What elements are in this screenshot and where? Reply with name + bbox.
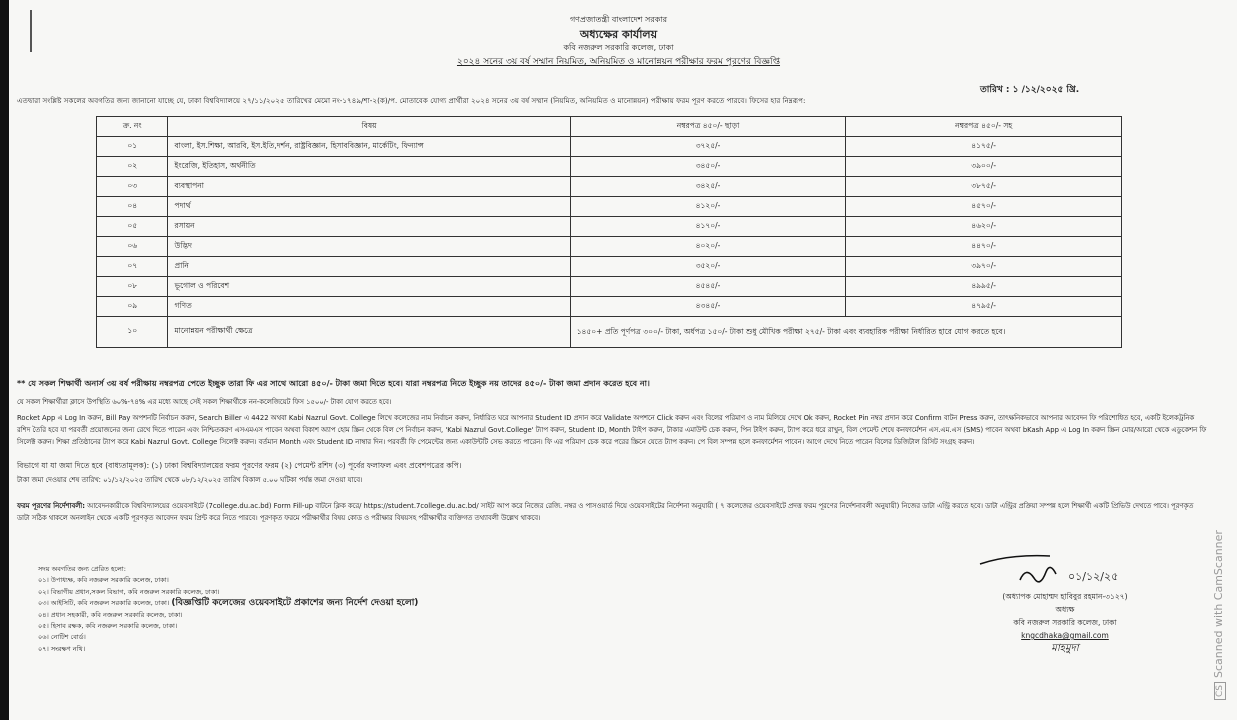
row-serial: ০৮	[97, 277, 168, 297]
row-subject: ইংরেজি, ইতিহাস, অর্থনীতি	[168, 157, 570, 177]
row-subject: প্রানি	[168, 257, 570, 277]
row-serial: ০৭	[97, 257, 168, 277]
contact-email[interactable]: kngcdhaka@gmail.com	[1021, 631, 1109, 640]
camscanner-watermark	[1212, 530, 1226, 700]
fee-without-marksheet: ৩৭২৫/-	[570, 137, 846, 157]
cc-item: ০৭। সংরক্ষণ নথি।	[38, 644, 86, 653]
header-with-marksheet: নম্বরপত্র ৪৫০/- সহ	[846, 117, 1122, 137]
row-subject: ভূগোল ও পরিবেশ	[168, 277, 570, 297]
form-fillup-instructions	[17, 500, 1207, 524]
row-serial: ০২	[97, 157, 168, 177]
row-serial: ০৯	[97, 297, 168, 317]
fee-with-marksheet: ৪৫৭০/-	[846, 197, 1122, 217]
initials-signature: মাহমুদা	[1051, 643, 1079, 654]
fee-with-marksheet: ৩৯৭০/-	[846, 257, 1122, 277]
scan-edge	[0, 0, 9, 720]
row-subject: বাংলা, ইস.শিক্ষা, আরবি, ইস.ইতি,দর্শন, রাষ্ট্রবিজ্ঞান, হিসাববিজ্ঞান, মার্কেটিং, ফিন্যান্স	[168, 137, 570, 157]
fee-without-marksheet: ৪০২০/-	[570, 237, 846, 257]
row-serial: ০৫	[97, 217, 168, 237]
instructions-label: ফরম পূরণের নির্দেশাবলী:	[17, 502, 85, 510]
fee-without-marksheet: ৩৪২৫/-	[570, 177, 846, 197]
fee-with-marksheet: ৪৯৯৫/-	[846, 277, 1122, 297]
fee-with-marksheet: ৪৬২০/-	[846, 217, 1122, 237]
cc-item: ০৬। নোটিশ বোর্ড।	[38, 633, 86, 642]
row-serial: ১০	[97, 317, 168, 348]
ict-website-note: (বিজ্ঞপ্তিটি কলেজের ওয়েবসাইটে প্রকাশের জন্য নির্দেশ দেওয়া হলো)	[171, 598, 419, 609]
intro-paragraph: এতদ্বারা সংশ্লিষ্ট সকলের অবগতির জন্য জানানো যাচ্ছে যে, ঢাকা বিশ্ববিদ্যালয়ে ২৭/১১/২০২৫ তারিখের মেমো নং-১৭৪৯/শা-২(ক)/প. মোতাবেক যোগ্য প্রার্থীরা ২০২৪ সনের ৩য় বর্ষ সম্মান (নিয়মিত, অনিয়মিত ও মানোন্নয়ন) পরীক্ষায় ফরম পূরণ করতে পারবে। ফিসের হার নিম্নরূপ:	[17, 96, 806, 105]
fee-with-marksheet: ৩৮৭৫/-	[846, 177, 1122, 197]
cc-heading: সদয় অবগতির জন্য প্রেরিত হলো:	[38, 565, 126, 573]
row-subject: উদ্ভিদ	[168, 237, 570, 257]
cc-item	[38, 598, 418, 609]
table-row	[97, 197, 1122, 217]
cc-item: ০১। উপাধ্যক্ষ, কবি নজরুল সরকারি কলেজ, ঢাকা।	[38, 576, 169, 585]
signature-scribble	[950, 550, 1180, 590]
row-serial: ০৩	[97, 177, 168, 197]
table-row	[97, 177, 1122, 197]
fee-without-marksheet: ৪১৭০/-	[570, 217, 846, 237]
attendance-note: যে সকল শিক্ষার্থীরা ক্লাসে উপস্থিতি ৬০%-৭৪% এর মধ্যে আছে সেই সকল শিক্ষার্থীকে নন-কলেজিয়েট ফিস ১৫০০/- টাকা যোগ করতে হবে।	[17, 398, 392, 406]
fee-without-marksheet: ৩৪৫০/-	[570, 157, 846, 177]
header-without-marksheet: নম্বরপত্র ৪৫০/- ছাড়া	[570, 117, 846, 137]
cc-item: ০৫। হিসাব রক্ষক, কবি নজরুল সরকারি কলেজ, ঢাকা।	[38, 622, 178, 631]
signature-block	[950, 550, 1180, 655]
cc-item: ০৪। প্রধান সহকারী, কবি নজরুল সরকারি কলেজ, ঢাকা।	[38, 610, 183, 619]
fee-table	[96, 116, 1122, 348]
row-subject: পদার্থ	[168, 197, 570, 217]
deadline-note: টাকা জমা দেওয়ার শেষ তারিখ: ০১/১২/২০২৫ তারিখ থেকে ০৮/১২/২০২৫ তারিখ বিকাল ৫.০০ ঘটিকা পর্যন্ত জমা দেওয়া যাবে।	[17, 476, 363, 484]
fee-with-marksheet: ৪১৭৫/-	[846, 137, 1122, 157]
header-subject: বিষয়	[168, 117, 570, 137]
fee-with-marksheet: ৪৭৯৫/-	[846, 297, 1122, 317]
cc-item: ০২। বিভাগীয় প্রধান,সকল বিভাগ, কবি নজরুল সরকারি কলেজ, ঢাকা।	[38, 587, 220, 596]
improvement-fee-note: ১৪৫০+ প্রতি পূর্ণপত্র ৩০০/- টাকা, অর্ধপত্র ১৫০/- টাকা শুধু মৌখিক পরীক্ষা ২৭৫/- টাকা এবং ব্যবহারিক পরীক্ষা নির্ধারিত হারে যোগ করতে হবে।	[570, 317, 1121, 348]
row-serial: ০৬	[97, 237, 168, 257]
fee-with-marksheet: ৩৯০০/-	[846, 157, 1122, 177]
row-serial: ০১	[97, 137, 168, 157]
fee-without-marksheet: ৪১২০/-	[570, 197, 846, 217]
attachments-note: বিভাগে যা যা জমা দিতে হবে (বাধ্যতামূলক): (১) ঢাকা বিশ্ববিদ্যালয়ের ফরম পূরণের ফরম (২) পেমেন্ট রশিদ (৩) পূর্বের ফলাফল এবং প্রবেশপত্রের কপি।	[17, 461, 462, 470]
row-subject: গণিত	[168, 297, 570, 317]
signatory-designation: অধ্যক্ষ	[1055, 605, 1075, 614]
table-row	[97, 297, 1122, 317]
watermark-text: Scanned with CamScanner	[1212, 530, 1225, 678]
row-subject: রসায়ন	[168, 217, 570, 237]
table-row	[97, 237, 1122, 257]
college-heading: কবি নজরুল সরকারি কলেজ, ঢাকা	[563, 43, 674, 52]
fee-without-marksheet: ৪৫৪৫/-	[570, 277, 846, 297]
signatory-college: কবি নজরুল সরকারি কলেজ, ঢাকা	[1013, 618, 1117, 627]
header-serial: ক্র. নং	[97, 117, 168, 137]
marksheet-note: ** যে সকল শিক্ষার্থী অনার্স ৩য় বর্ষ পরীক্ষায় নম্বরপত্র পেতে ইচ্ছুক তারা ফি এর সাথে আরো ৪৫০/- টাকা জমা দিতে হবে। যারা নম্বরপত্র নিতে ইচ্ছুক নয় তাদের ৪৫০/- টাকা জমা প্রদান করেত হবে না।	[17, 379, 650, 388]
notice-date: তারিখ : ১ /১২/২০২৫ খ্রি.	[980, 85, 1080, 95]
fee-with-marksheet: ৪৪৭০/-	[846, 237, 1122, 257]
payment-instructions: Rocket App এ Log In করুন, Bill Pay অপশনটি নির্বাচন করুন, Search Biller এ 4422 অথবা Kabi Nazrul Govt. College লিখে কলেজের নাম নির্বাচন করুন, নির্ধারিত ঘরে আপনার Student ID প্রদান করে Validate অপশনে Click করুন এবং বিলের পরিমাণ ও নাম মিলিয়ে দেখে Ok করুন, Rocket Pin নম্বর প্রদান করে Confirm বাটন Press করুন, তাৎক্ষনিকভাবে আপনার আবেদন ফি পরিশোধিত হবে, একটি ইলেকট্রনিক রশিদ তৈরি হবে যা পরবর্তী প্রয়োজনের জন্য রেখে দিতে পারেন এবং নিশ্চিতকরণ এসএমএস পাবেন অথবা বিকাশ অ্যাপ হোম স্ক্রিন থেকে বিল পে নির্বাচন করুন, 'Kabi Nazrul Govt.College' ট্যাপ করুন, Student ID, Month টাইপ করুন, টাকার এমাউন্ট চেক করুন, পিন টাইপ করুন, ট্যাপ করে ধরে রাখুন, বিল পেমেন্ট শেষে কনফার্মেশন এস.এম.এস (SMS) পাবেন অথবা bKash App এ Log In করুন স্ক্রিন মোর/আরো থেকে এডুকেশন ফি সিলেক্ট করুন। শিক্ষা প্রতিষ্ঠানের ট্যাপ করে Kabi Nazrul Govt. College সিলেক্ট করুন। বর্তমান Month এবং Student ID নাম্বার দিন। পরবর্তী ফি পেমেন্টের জন্য একাউন্টটি সেভ করতে পারেন। ফি এর পরিমাণ চেক করে পরের স্ক্রিনে যেতে ট্যাপ করুন। পে বিল সম্পন্ন হলে কনফার্মেশন পাবেন। আগে দেখে নিতে পারেন বিলের ডিজিটাল রিসিট সংগ্রহ করুন।	[17, 414, 1207, 447]
signed-date: ০১/১২/২৫	[1068, 570, 1119, 583]
row-serial: ০৪	[97, 197, 168, 217]
table-header-row	[97, 117, 1122, 137]
table-row	[97, 157, 1122, 177]
government-heading: গণপ্রজাতন্ত্রী বাংলাদেশ সরকার	[569, 15, 668, 24]
fee-without-marksheet: ৩৫২০/-	[570, 257, 846, 277]
table-row	[97, 257, 1122, 277]
office-heading: অধ্যক্ষের কার্যালয়	[579, 28, 658, 41]
signature-icon	[950, 550, 1180, 590]
row-subject: মানোন্নয়ন পরীক্ষার্থী ক্ষেত্রে	[168, 317, 570, 348]
row-subject: ব্যবস্থাপনা	[168, 177, 570, 197]
signatory-name: (অধ্যাপক মোহাম্মদ হাবিবুর রহমান-৩১২৭)	[1002, 592, 1128, 601]
table-row	[97, 277, 1122, 297]
instructions-text: আবেদনকারীকে বিশ্ববিদ্যালয়ের ওয়েবসাইটে (7college.du.ac.bd) Form Fill-up বাটনে ক্লিক করে/ https://student.7college.du.ac.bd/ সাইট আপ করে নিজের রেজি. নম্বর ও পাসওয়ার্ড দিয়ে ওয়েবসাইটের নির্দেশনা অনুযায়ী ( ৭ কলেজের ওয়েবসাইটে প্রদত্ত ফরম পূরণের নির্দেশনাবলী অনুযায়ী) নিজের ডাটা এন্ট্রি করতে হবে। ডাটা এন্ট্রির প্রক্রিয়া সম্পন্ন হলে শিক্ষার্থী একটি প্রিভিউ দেখতে পাবে। পূরণকৃত ডাটা সঠিক থাকলে অনলাইন থেকে একটি পূরণকৃত আবেদন ফরম প্রিন্ট করে নিতে পারবে। পূরণকৃত ফরমে পরীক্ষার্থীর বিষয় কোড ও পরীক্ষার বিষয়সহ পরীক্ষার্থীর ব্যক্তিগত তথ্যাবলী উল্লেখ থাকবে।	[17, 502, 1194, 523]
table-row	[97, 217, 1122, 237]
table-row	[97, 137, 1122, 157]
copy-to-list	[38, 564, 418, 655]
cc-item-text: ০৩। আইসিটি, কবি নজরুল সরকারি কলেজ, ঢাকা।	[38, 599, 170, 608]
notice-title: ২০২৪ সনের ৩য় বর্ষ সম্মান নিয়মিত, অনিয়মিত ও মানোন্নয়ন পরীক্ষার ফরম পূরণের বিজ্ঞপ্তি	[456, 57, 781, 67]
table-row-improvement	[97, 317, 1122, 348]
fee-without-marksheet: ৪৩৪৫/-	[570, 297, 846, 317]
camscanner-badge-icon: CS	[1214, 682, 1226, 700]
